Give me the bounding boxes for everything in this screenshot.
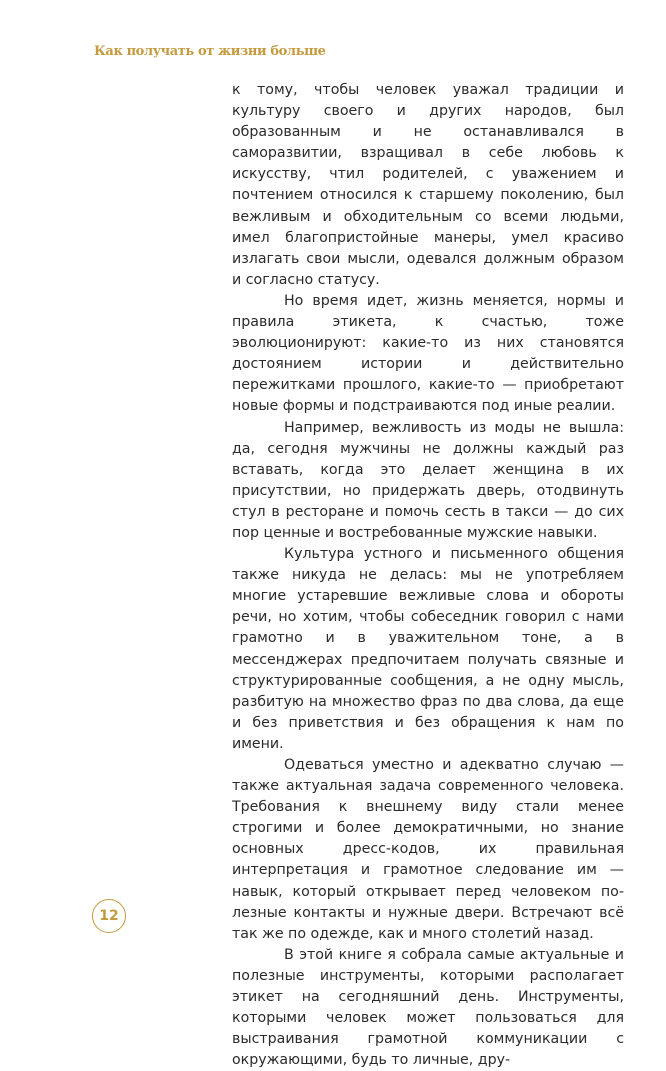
body-text <box>232 80 624 1071</box>
paragraph: Например, вежливость из моды не вышла: да, сегодня мужчины не должны каждый раз вставать, когда это делает женщина в их присутствии, но придержать дверь, отодвинуть стул в ресторане и помочь сесть в такси — до сих пор ценные и востребованные мужские навыки. <box>232 419 624 541</box>
paragraph: Но время идет, жизнь меняется, нормы и правила этикета, к счастью, тоже эволюционируют: какие-то из них становятся достоянием истории и действительно пережитками прошлого, какие-то — приобретают новые формы и подстраиваются под иные реалии. <box>232 292 624 415</box>
page-number-badge <box>92 899 126 933</box>
paragraph: Культура устного и письменного общения также никуда не делась: мы не употребляем многие устаревшие вежливые слова и обороты речи, но хотим, чтобы собеседник говорил с нами грамотно и в уважительном тоне, а в мессенджерах предпочитаем получать связные и структурированные сообщения, а не одну мысль, разбитую на множество фраз по два слова, да еще и без приветствия и без обращения к нам по имени. <box>232 546 624 752</box>
page-number: 12 <box>99 908 119 924</box>
paragraph: В этой книге я собрала самые актуальные и полезные инструменты, которыми располагает этикет на сегодняшний день. Инструменты, которыми человек может пользоваться для выстраивания грамотной коммуникации с окружающими, будь то личные, дру- <box>232 946 624 1069</box>
paragraph: Одеваться уместно и адекватно случаю — также актуальная задача современного человека. Требования к внешнему виду стали менее строгими и более демократичными, но знание основных дресс-кодов, их правильная интерпретация и грамотное следование им — навык, который открывает перед человеком полезные контакты и нужные двери. Встречают всё так же по одежде, как и много столетий назад. <box>232 757 624 942</box>
paragraph-continuation: к тому, чтобы человек уважал традиции и культуру своего и других народов, был образованным и не останавливался в саморазвитии, взращивал в себе любовь к искусству, чтил родителей, с уважением и почтением относился к старшему поколению, был вежливым и обходительным со всеми людьми, имел благопристойные манеры, умел красиво излагать свои мысли, одевался должным образом и согласно статусу. <box>232 82 624 288</box>
running-head-title: Как получать от жизни больше <box>94 44 326 59</box>
